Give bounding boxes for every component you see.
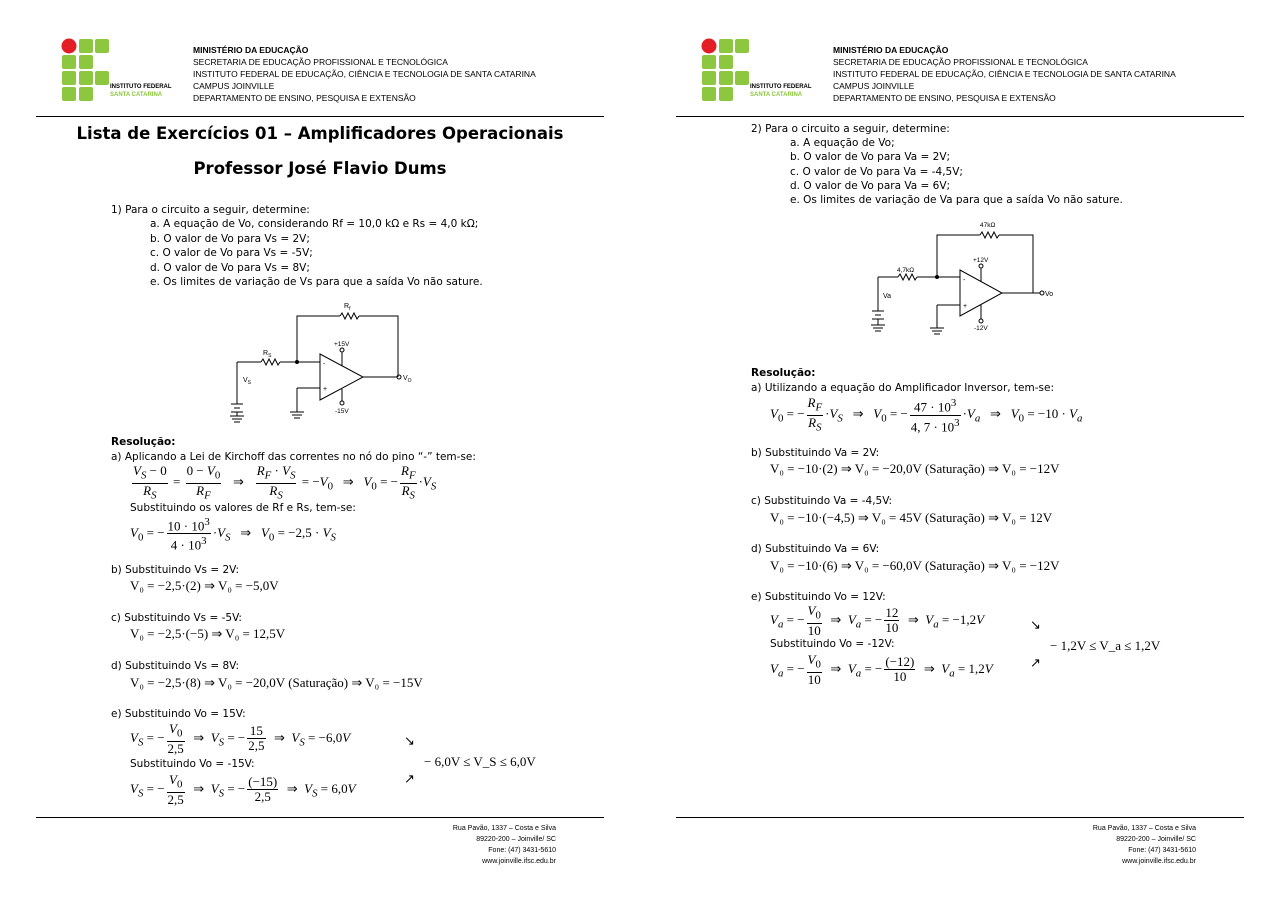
supply-plus: +12V bbox=[973, 257, 989, 264]
rf-label: 47kΩ bbox=[980, 222, 996, 229]
footer-zip: 89220-200 – Joinville/ SC bbox=[1116, 836, 1196, 843]
q2-item-e: e. Os limites de variação de Va para que a saída Vo não sature. bbox=[790, 194, 1123, 206]
circuit-2-diagram bbox=[868, 218, 1068, 343]
res-c-label: c) Substituindo Va = -4,5V: bbox=[751, 495, 893, 507]
q1-item-e: e. Os limites de variação de Vs para que a saída Vo não sature. bbox=[150, 276, 483, 288]
footer-rule bbox=[36, 817, 604, 818]
res-e-range: − 1,2V ≤ V_a ≤ 1,2V bbox=[1050, 638, 1161, 653]
q1-item-d: d. O valor de Vo para Vs = 8V; bbox=[150, 262, 310, 274]
noninverting-pin: + bbox=[323, 386, 328, 393]
res-d-label: d) Substituindo Va = 6V: bbox=[751, 543, 880, 555]
va-label: Va bbox=[883, 293, 892, 300]
vo-gain-equation: $V_0$ = − $\frac{10 \cdot 10^3}{4 \cdot 10^3}$ $\cdot V_S$ ⇒ $V_0 = -2,5 \cdot V_S$ bbox=[130, 516, 336, 553]
header-ministry: MINISTÉRIO DA EDUCAÇÃO bbox=[833, 45, 949, 55]
circuit-1-diagram bbox=[225, 300, 425, 425]
header-line: DEPARTAMENTO DE ENSINO, PESQUISA E EXTENSÃO bbox=[833, 93, 1056, 103]
kirchhoff-equation: $\frac{V_S - 0}{R_S}$ = $\frac{0 - V_0}{R_F}$ ⇒ $\frac{R_F \cdot V_S}{R_S}$ = $-V_0$ ⇒ $V_0$ = − $\frac{R_F}{R_S}$ $\cdot V_S$ bbox=[133, 463, 437, 502]
inverting-gain-equation: $V_0$ = − $\frac{R_F}{R_S}$ $\cdot V_S$ ⇒ $V_0$ = − $\frac{47 \cdot 10^3}{4, 7 \cdot 10^3}$ $\cdot V_a$ ⇒ $V_0 = -10 \cdot V_a$ bbox=[770, 395, 1083, 434]
arrow-down-right-icon: ↘ bbox=[404, 733, 415, 748]
res-e-label: e) Substituindo Vo = 15V: bbox=[111, 708, 246, 720]
res-e-equation-2: $V_a$ = − $\frac{V_0}{10}$ ⇒ $V_a$ = − $\frac{(-12)}{10}$ ⇒ $V_a = 1,2V$ bbox=[770, 652, 993, 687]
logo-text-1: INSTITUTO FEDERAL bbox=[750, 84, 812, 90]
res-e-equation-1: $V_a$ = − $\frac{V_0}{10}$ ⇒ $V_a$ = − $\frac{12}{10}$ ⇒ $V_a = -1,2V$ bbox=[770, 603, 985, 638]
header-rule bbox=[676, 116, 1244, 117]
res-b-equation: V₀ = −10·(2) ⇒ V₀ = −20,0V (Saturação) ⇒ V₀ = −12V bbox=[770, 461, 1060, 476]
q1-item-b: b. O valor de Vo para Vs = 2V; bbox=[150, 233, 310, 245]
rf-label: $R_f$ bbox=[344, 303, 351, 312]
header-line: CAMPUS JOINVILLE bbox=[833, 81, 915, 91]
footer bbox=[453, 823, 556, 867]
header-line: SECRETARIA DE EDUCAÇÃO PROFISSIONAL E TECNOLÓGICA bbox=[193, 57, 448, 67]
ifsc-logo bbox=[700, 38, 815, 102]
vs-label: $V_S$ bbox=[243, 377, 252, 386]
res-e-label: e) Substituindo Vo = 12V: bbox=[751, 591, 886, 603]
inverting-pin: - bbox=[323, 361, 326, 368]
res-c-equation: V₀ = −2,5·(−5) ⇒ V₀ = 12,5V bbox=[130, 626, 286, 641]
res-e-sub: Substituindo Vo = -15V: bbox=[130, 758, 255, 770]
res-d-label: d) Substituindo Vs = 8V: bbox=[111, 660, 240, 672]
logo-text-2: SANTA CATARINA bbox=[750, 92, 803, 98]
res-a-label: a) Aplicando a Lei de Kirchoff das correntes no nó do pino “-” tem-se: bbox=[111, 451, 476, 463]
supply-plus: +15V bbox=[334, 341, 350, 348]
res-e-range: − 6,0V ≤ V_S ≤ 6,0V bbox=[424, 754, 536, 769]
noninverting-pin: + bbox=[963, 303, 968, 310]
rs-label: 4,7kΩ bbox=[897, 267, 915, 274]
arrow-up-right-icon: ↗ bbox=[1030, 655, 1041, 670]
res-b-label: b) Substituindo Vs = 2V: bbox=[111, 564, 240, 576]
header-line: SECRETARIA DE EDUCAÇÃO PROFISSIONAL E TECNOLÓGICA bbox=[833, 57, 1088, 67]
ifsc-logo bbox=[60, 38, 175, 102]
res-e-equation-2: $V_S$ = − $\frac{V_0}{2,5}$ ⇒ $V_S$ = − $\frac{(-15)}{2,5}$ ⇒ $V_S = 6,0V$ bbox=[130, 772, 356, 807]
footer-phone: Fone: (47) 3431-5610 bbox=[488, 847, 556, 854]
footer-website: www.joinville.ifsc.edu.br bbox=[482, 858, 556, 865]
q2-item-b: b. O valor de Vo para Va = 2V; bbox=[790, 151, 951, 163]
page-title: Lista de Exercícios 01 – Amplificadores Operacionais bbox=[76, 124, 564, 143]
footer-address: Rua Pavão, 1337 – Costa e Silva bbox=[1092, 825, 1196, 832]
supply-minus: -12V bbox=[974, 325, 988, 332]
header-line: CAMPUS JOINVILLE bbox=[193, 81, 275, 91]
q2-item-a: a. A equação de Vo; bbox=[790, 137, 895, 149]
res-e-sub: Substituindo Vo = -12V: bbox=[770, 638, 895, 650]
footer-zip: 89220-200 – Joinville/ SC bbox=[476, 836, 556, 843]
res-b-equation: V₀ = −2,5·(2) ⇒ V₀ = −5,0V bbox=[130, 578, 279, 593]
resolution-title: Resolução: bbox=[111, 436, 176, 448]
header-line: INSTITUTO FEDERAL DE EDUCAÇÃO, CIÊNCIA E TECNOLOGIA DE SANTA CATARINA bbox=[833, 69, 1176, 79]
footer-website: www.joinville.ifsc.edu.br bbox=[1122, 858, 1196, 865]
header-rule bbox=[36, 116, 604, 117]
logo-text-2: SANTA CATARINA bbox=[110, 92, 163, 98]
vo-label: $V_O$ bbox=[403, 375, 412, 384]
supply-minus: -15V bbox=[335, 408, 349, 415]
header-line: DEPARTAMENTO DE ENSINO, PESQUISA E EXTENSÃO bbox=[193, 93, 416, 103]
header-text bbox=[833, 44, 1176, 104]
inverting-pin: - bbox=[963, 277, 966, 284]
res-c-label: c) Substituindo Vs = -5V: bbox=[111, 612, 242, 624]
arrow-up-right-icon: ↗ bbox=[404, 771, 415, 786]
q1-item-c: c. O valor de Vo para Vs = -5V; bbox=[150, 247, 313, 259]
footer-rule bbox=[676, 817, 1244, 818]
page-right bbox=[640, 0, 1280, 905]
q2-item-d: d. O valor de Vo para Va = 6V; bbox=[790, 180, 951, 192]
header-ministry: MINISTÉRIO DA EDUCAÇÃO bbox=[193, 45, 309, 55]
vo-label: Vo bbox=[1045, 291, 1054, 298]
logo-text-1: INSTITUTO FEDERAL bbox=[110, 84, 172, 90]
question-1: 1) Para o circuito a seguir, determine: bbox=[111, 204, 310, 216]
footer bbox=[1093, 823, 1196, 867]
res-a-label: a) Utilizando a equação do Amplificador Inversor, tem-se: bbox=[751, 382, 1054, 394]
page-subtitle: Professor José Flavio Dums bbox=[193, 159, 447, 178]
q1-item-a: a. A equação de Vo, considerando Rf = 10,0 kΩ e Rs = 4,0 kΩ; bbox=[150, 218, 479, 230]
arrow-down-right-icon: ↘ bbox=[1030, 617, 1041, 632]
res-d-equation: V₀ = −2,5·(8) ⇒ V₀ = −20,0V (Saturação) ⇒ V₀ = −15V bbox=[130, 675, 423, 690]
header-line: INSTITUTO FEDERAL DE EDUCAÇÃO, CIÊNCIA E TECNOLOGIA DE SANTA CATARINA bbox=[193, 69, 536, 79]
footer-phone: Fone: (47) 3431-5610 bbox=[1128, 847, 1196, 854]
res-d-equation: V₀ = −10·(6) ⇒ V₀ = −60,0V (Saturação) ⇒ V₀ = −12V bbox=[770, 558, 1060, 573]
res-a-sub: Substituindo os valores de Rf e Rs, tem-se: bbox=[130, 502, 356, 514]
res-b-label: b) Substituindo Va = 2V: bbox=[751, 447, 880, 459]
resolution-title: Resolução: bbox=[751, 367, 816, 379]
q2-item-c: c. O valor de Vo para Va = -4,5V; bbox=[790, 166, 963, 178]
footer-address: Rua Pavão, 1337 – Costa e Silva bbox=[452, 825, 556, 832]
res-e-equation-1: $V_S$ = − $\frac{V_0}{2,5}$ ⇒ $V_S$ = − $\frac{15}{2,5}$ ⇒ $V_S = -6,0V$ bbox=[130, 721, 351, 756]
header-text bbox=[193, 44, 536, 104]
question-2: 2) Para o circuito a seguir, determine: bbox=[751, 123, 950, 135]
rs-label: $R_S$ bbox=[263, 350, 272, 359]
res-c-equation: V₀ = −10·(−4,5) ⇒ V₀ = 45V (Saturação) ⇒ V₀ = 12V bbox=[770, 510, 1053, 525]
